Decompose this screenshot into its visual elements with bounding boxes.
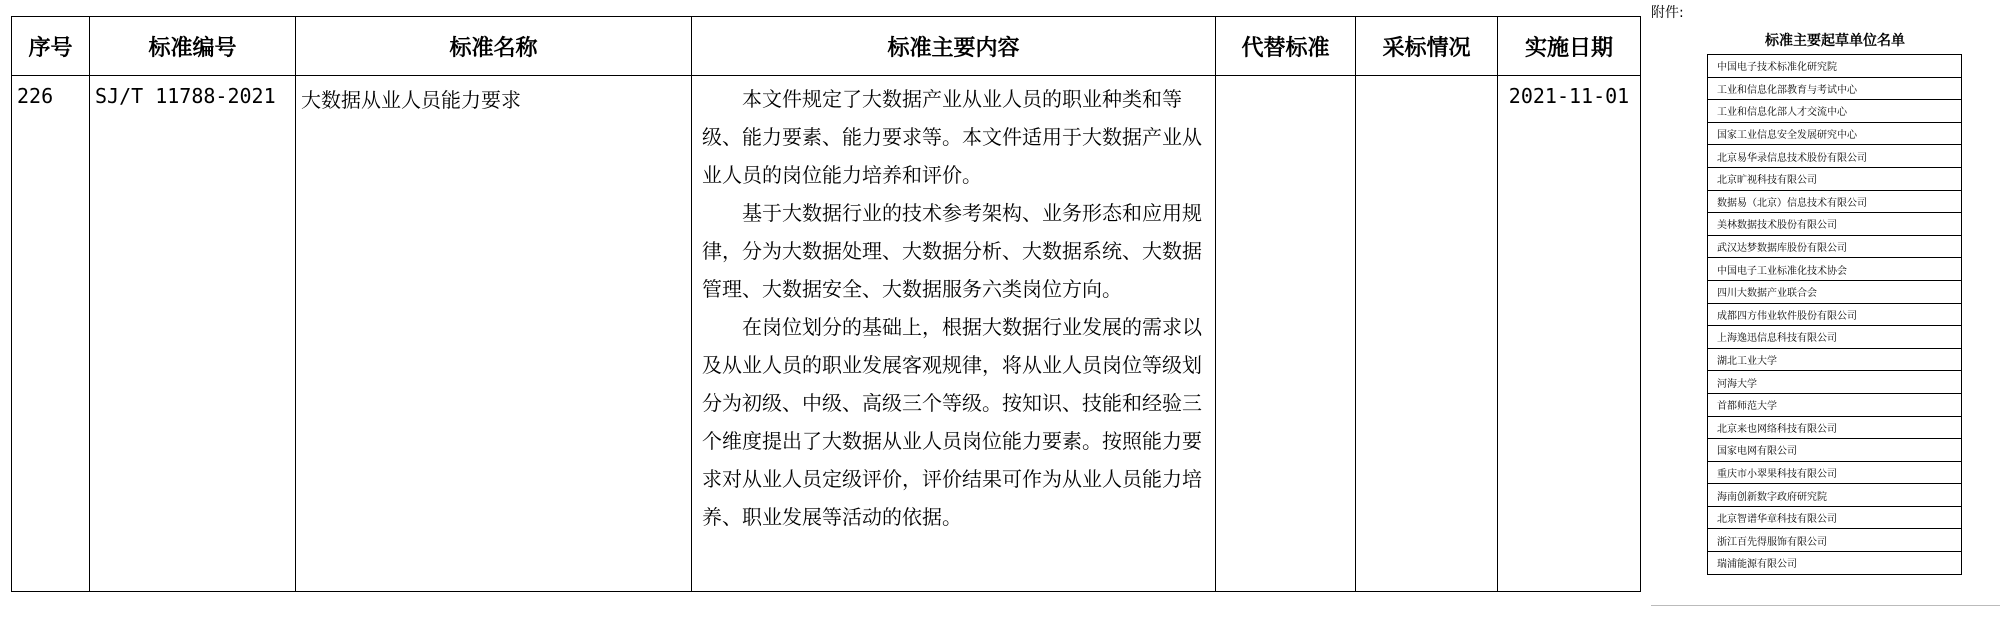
row-adoption-cell bbox=[1356, 76, 1498, 592]
unit-row bbox=[1708, 484, 1962, 507]
unit-row bbox=[1708, 213, 1962, 236]
row-content bbox=[692, 76, 1215, 536]
row-replaces bbox=[1216, 76, 1355, 84]
row-date-cell bbox=[1498, 76, 1641, 592]
attachment-label: 附件: bbox=[1651, 5, 1684, 21]
unit-name: 首都师范大学 bbox=[1708, 393, 1962, 416]
unit-row bbox=[1708, 371, 1962, 394]
unit-name: 浙江百先得服饰有限公司 bbox=[1708, 529, 1962, 552]
table-row bbox=[12, 76, 1641, 592]
unit-name: 重庆市小翠果科技有限公司 bbox=[1708, 461, 1962, 484]
unit-row bbox=[1708, 122, 1962, 145]
unit-row bbox=[1708, 100, 1962, 123]
unit-name: 河海大学 bbox=[1708, 371, 1962, 394]
drafting-units-body bbox=[1708, 55, 1962, 575]
unit-name: 工业和信息化部人才交流中心 bbox=[1708, 100, 1962, 123]
unit-row bbox=[1708, 393, 1962, 416]
row-code-cell bbox=[90, 76, 296, 592]
units-list-title: 标准主要起草单位名单 bbox=[1765, 33, 1905, 49]
unit-row bbox=[1708, 416, 1962, 439]
unit-row bbox=[1708, 529, 1962, 552]
content-paragraph-1: 本文件规定了大数据产业从业人员的职业种类和等级、能力要素、能力要求等。本文件适用于大数据产业从业人员的岗位能力培养和评价。 bbox=[702, 87, 1202, 187]
table-header-row bbox=[12, 17, 1641, 76]
unit-row bbox=[1708, 235, 1962, 258]
row-adoption bbox=[1356, 76, 1497, 84]
unit-name: 国家工业信息安全发展研究中心 bbox=[1708, 122, 1962, 145]
unit-name: 工业和信息化部教育与考试中心 bbox=[1708, 77, 1962, 100]
header-name: 标准名称 bbox=[296, 17, 692, 76]
row-name: 大数据从业人员能力要求 bbox=[301, 88, 521, 112]
row-index: 226 bbox=[17, 84, 54, 108]
unit-name: 北京旷视科技有限公司 bbox=[1708, 167, 1962, 190]
unit-name: 北京易华录信息技术股份有限公司 bbox=[1708, 145, 1962, 168]
unit-row bbox=[1708, 145, 1962, 168]
row-replaces-cell bbox=[1216, 76, 1356, 592]
unit-row bbox=[1708, 258, 1962, 281]
unit-name: 瑞浦能源有限公司 bbox=[1708, 552, 1962, 575]
header-replaces: 代替标准 bbox=[1216, 17, 1356, 76]
content-paragraph-3: 在岗位划分的基础上，根据大数据行业发展的需求以及从业人员的职业发展客观规律，将从业人员岗位等级划分为初级、中级、高级三个等级。按知识、技能和经验三个维度提出了大数据从业人员岗位能力要素。按照能力要求对从业人员定级评价，评价结果可作为从业人员能力培养、职业发展等活动的依据。 bbox=[702, 315, 1202, 529]
row-name-cell bbox=[296, 76, 692, 592]
unit-name: 美林数据技术股份有限公司 bbox=[1708, 213, 1962, 236]
row-date: 2021-11-01 bbox=[1508, 84, 1630, 108]
unit-row bbox=[1708, 326, 1962, 349]
unit-name: 数据易（北京）信息技术有限公司 bbox=[1708, 190, 1962, 213]
unit-row bbox=[1708, 552, 1962, 575]
row-code: SJ/T 11788-2021 bbox=[95, 84, 276, 108]
unit-name: 四川大数据产业联合会 bbox=[1708, 280, 1962, 303]
header-index: 序号 bbox=[12, 17, 90, 76]
header-adoption: 采标情况 bbox=[1356, 17, 1498, 76]
unit-row bbox=[1708, 280, 1962, 303]
unit-row bbox=[1708, 439, 1962, 462]
unit-name: 成都四方伟业软件股份有限公司 bbox=[1708, 303, 1962, 326]
standards-table bbox=[11, 16, 1641, 592]
page-divider bbox=[1651, 605, 2000, 606]
unit-name: 北京智谱华章科技有限公司 bbox=[1708, 506, 1962, 529]
drafting-units-table bbox=[1707, 54, 1962, 575]
content-paragraph-2: 基于大数据行业的技术参考架构、业务形态和应用规律，分为大数据处理、大数据分析、大数据系统、大数据管理、大数据安全、大数据服务六类岗位方向。 bbox=[702, 201, 1202, 301]
unit-row bbox=[1708, 506, 1962, 529]
unit-name: 湖北工业大学 bbox=[1708, 348, 1962, 371]
unit-name: 北京来也网络科技有限公司 bbox=[1708, 416, 1962, 439]
unit-name: 海南创新数字政府研究院 bbox=[1708, 484, 1962, 507]
unit-name: 上海逸迅信息科技有限公司 bbox=[1708, 326, 1962, 349]
unit-row bbox=[1708, 461, 1962, 484]
header-date: 实施日期 bbox=[1498, 17, 1641, 76]
row-index-cell bbox=[12, 76, 90, 592]
row-content-cell bbox=[692, 76, 1216, 592]
unit-row bbox=[1708, 77, 1962, 100]
unit-row bbox=[1708, 55, 1962, 78]
header-code: 标准编号 bbox=[90, 17, 296, 76]
header-content: 标准主要内容 bbox=[692, 17, 1216, 76]
unit-row bbox=[1708, 190, 1962, 213]
unit-row bbox=[1708, 167, 1962, 190]
unit-name: 中国电子工业标准化技术协会 bbox=[1708, 258, 1962, 281]
unit-name: 武汉达梦数据库股份有限公司 bbox=[1708, 235, 1962, 258]
unit-name: 国家电网有限公司 bbox=[1708, 439, 1962, 462]
unit-row bbox=[1708, 348, 1962, 371]
unit-name: 中国电子技术标准化研究院 bbox=[1708, 55, 1962, 78]
unit-row bbox=[1708, 303, 1962, 326]
